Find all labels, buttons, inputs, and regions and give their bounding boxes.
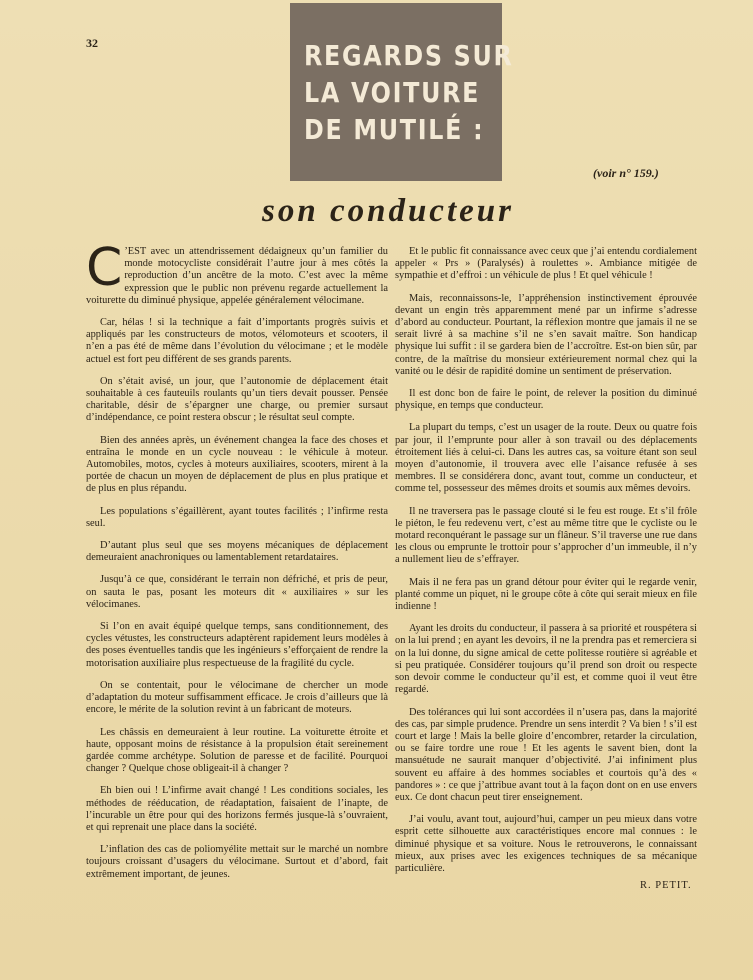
paragraph: Mais, reconnaissons-le, l’appréhension instinctivement éprouvée devant un engin très apparemment mené par un infirme s’adresse d’abord au conducteur. Pourtant, la réflexion montre que jamais il ne se serait livré à sa machine s’il ne s’en savait maître. Son handicap physique lui suffit : il se gardera bien de l’accroître. Est-on bien sûr, par contre, de la maîtrise du monsieur extérieurement normal chez qui la vanité ou le désir de rapidité domine un sentiment de préservation. (395, 292, 697, 377)
title-line-1: REGARDS SUR (304, 38, 514, 72)
paragraph: On se contentait, pour le vélocimane de chercher un mode d’adaptation du moteur suffisamment efficace. Je crois d’ailleurs que là encore, le mérite de la solution revint à un fabricant de moteurs. (86, 679, 388, 716)
issue-reference: (voir n° 159.) (593, 166, 659, 180)
paragraph: Mais il ne fera pas un grand détour pour éviter qui le regarde venir, planté comme un piquet, ni le groupe côte à côte qui serait mieux en file indienne ! (395, 576, 697, 613)
paragraph: J’ai voulu, avant tout, aujourd’hui, camper un peu mieux dans votre esprit cette silhouette aux caractéristiques encore mal connues : le diminué physique et sa voiture. Nous le retrouverons, le connaissant mieux, aux prises avec les exigences techniques de sa mécanique particulière. (395, 814, 697, 874)
paragraph: Si l’on en avait équipé quelque temps, sans conditionnement, des cycles vétustes, les constructeurs adaptèrent rapidement leurs modèles à des poses éventuelles tandis que les ingénieurs s’efforçaient de rendre la motorisation auxiliaire plus respectueuse de la fragilité du cycle. (86, 621, 388, 669)
paragraph: Bien des années après, un événement changea la face des choses et entraîna le monde en un cycle nouveau : le véhicule à moteur. Automobiles, motos, cycles à moteurs auxiliaires, scooters, mirent à la portée de chacun un moyen de déplacement de plus en plus pratique et de plus en plus répandu. (86, 434, 388, 495)
title-block (290, 3, 514, 181)
title-line-2: LA VOITURE (304, 75, 481, 109)
paragraph: Les populations s’égaillèrent, ayant toutes facilités ; l’infirme resta seul. (86, 505, 388, 529)
paragraph: C ’EST avec un attendrissement dédaigneux qu’un familier du monde motocycliste considérait l’autre jour à mes côtés la reproduction d’un ancêtre de la moto. C’est avec la même expression que le public non prévenu regarde actuellement la voiturette du diminué physique, appelée généralement vélocimane. (86, 238, 388, 306)
article-column-left (86, 238, 388, 891)
drop-cap: C (86, 238, 123, 298)
title-line-3: DE MUTILÉ : (304, 112, 485, 146)
paragraph: Car, hélas ! si la technique a fait d’importants progrès suivis et appliqués par les constructeurs de motos, vélomoteurs et scooters, il n’en a pas été de même dans l’évolution du vélocimane ; et le modèle actuel est fort peu différent de ses grands parents. (86, 317, 388, 365)
article-column-right (395, 246, 697, 885)
paragraph: Et le public fit connaissance avec ceux que j’ai entendu cordialement appeler « Prs » (Paralysés) à roulettes ». Ambiance mitigée de sympathie et d’effroi : un véhicule de plus ! Et quel véhicule ! (395, 246, 697, 282)
paragraph: Il est donc bon de faire le point, de relever la position du diminué physique, en temps que conducteur. (395, 388, 697, 412)
paragraph: Il ne traversera pas le passage clouté si le feu est rouge. Et s’il frôle le piéton, le feu redevenu vert, c’est au même titre que le cycliste ou le motard reconquérant le passage sur un flâneur. S’il traverse une rue dans les clous ou emprunte le trottoir pour s’approcher d’un immeuble, il n’y a nullement lieu de s’effrayer. (395, 505, 697, 566)
article-subtitle: son conducteur (262, 193, 514, 229)
paragraph: Des tolérances qui lui sont accordées il n’usera pas, dans la majorité des cas, par simple prudence. Prendre un sens interdit ? Va bien ! s’il est court et large ! Mais la belle gloire d’encombrer, retarder la circulation, ou se faire tordre une roue ! Et les agents le savent bien, dont la mansuétude ne saurait manquer d’objectivité. J’ai infiniment plus souvent eu affaire à des hommes sociables et courtois qu’à des « pandores » : ce que j’attribue avant tout à la façon dont on en use envers eux. Ce dont chacun peut tirer enseignement. (395, 706, 697, 803)
paragraph: Eh bien oui ! L’infirme avait changé ! Les conditions sociales, les méthodes de rééducation, de réadaptation, faisaient de l’inapte, de l’incurable un être pour qui des horizons fermés jusque-là s’ouvraient, et qui reprenait une place dans la société. (86, 785, 388, 833)
paragraph: Les châssis en demeuraient à leur routine. La voiturette étroite et haute, opposant moins de résistance à la propulsion était sereinement gardée comme archétype. Solution de paresse et de facilité. Pourquoi changer ? Quelque chose obligeait-il à changer ? (86, 726, 388, 775)
paragraph: L’inflation des cas de poliomyélite mettait sur le marché un nombre toujours croissant d’usagers du vélocimane. Surtout et d’abord, fait extrêmement important, de jeunes. (86, 844, 388, 880)
paragraph: Jusqu’à ce que, considérant le terrain non défriché, et pris de peur, on sauta le pas, posant les moteurs dit « auxiliaires » sur les vélocimanes. (86, 574, 388, 610)
paragraph: On s’était avisé, un jour, que l’autonomie de déplacement était souhaitable à ces fauteuils roulants qu’un tiers devait pousser. Pensée charitable, désir de s’épargner une charge, ou premier sursaut d’indépendance, ce point restera obscur ; le résultat seul compte. (86, 375, 388, 424)
page-number: 32 (86, 36, 98, 50)
author-signature: R. PETIT. (640, 880, 692, 891)
paragraph: La plupart du temps, c’est un usager de la route. Deux ou quatre fois par jour, il l’emprunte pour aller à son travail ou des déplacements étroitement liés à celui-ci. Dans les autres cas, sa voiture étant son seul moyen d’autonomie, il trouvera avec elle l’aisance refusée à ses membres. Il se considérera donc, avant tout, comme un conducteur, et comme tel, possesseur des mêmes droits et soumis aux mêmes devoirs. (395, 422, 697, 495)
paragraph: Ayant les droits du conducteur, il passera à sa priorité et rouspétera si on la lui prend ; en ayant les devoirs, il ne la prendra pas et remerciera si on la lui donne, du signe amical de cette politesse routière si agréable et si peu pratiquée. Considérer toujours qu’il prend son droit ou respecte son devoir comme le conducteur qu’il est, et comme quoi il veut être regardé. (395, 623, 697, 696)
paragraph: D’autant plus seul que ses moyens mécaniques de déplacement demeuraient anachroniques ou lamentablement retardataires. (86, 540, 388, 564)
